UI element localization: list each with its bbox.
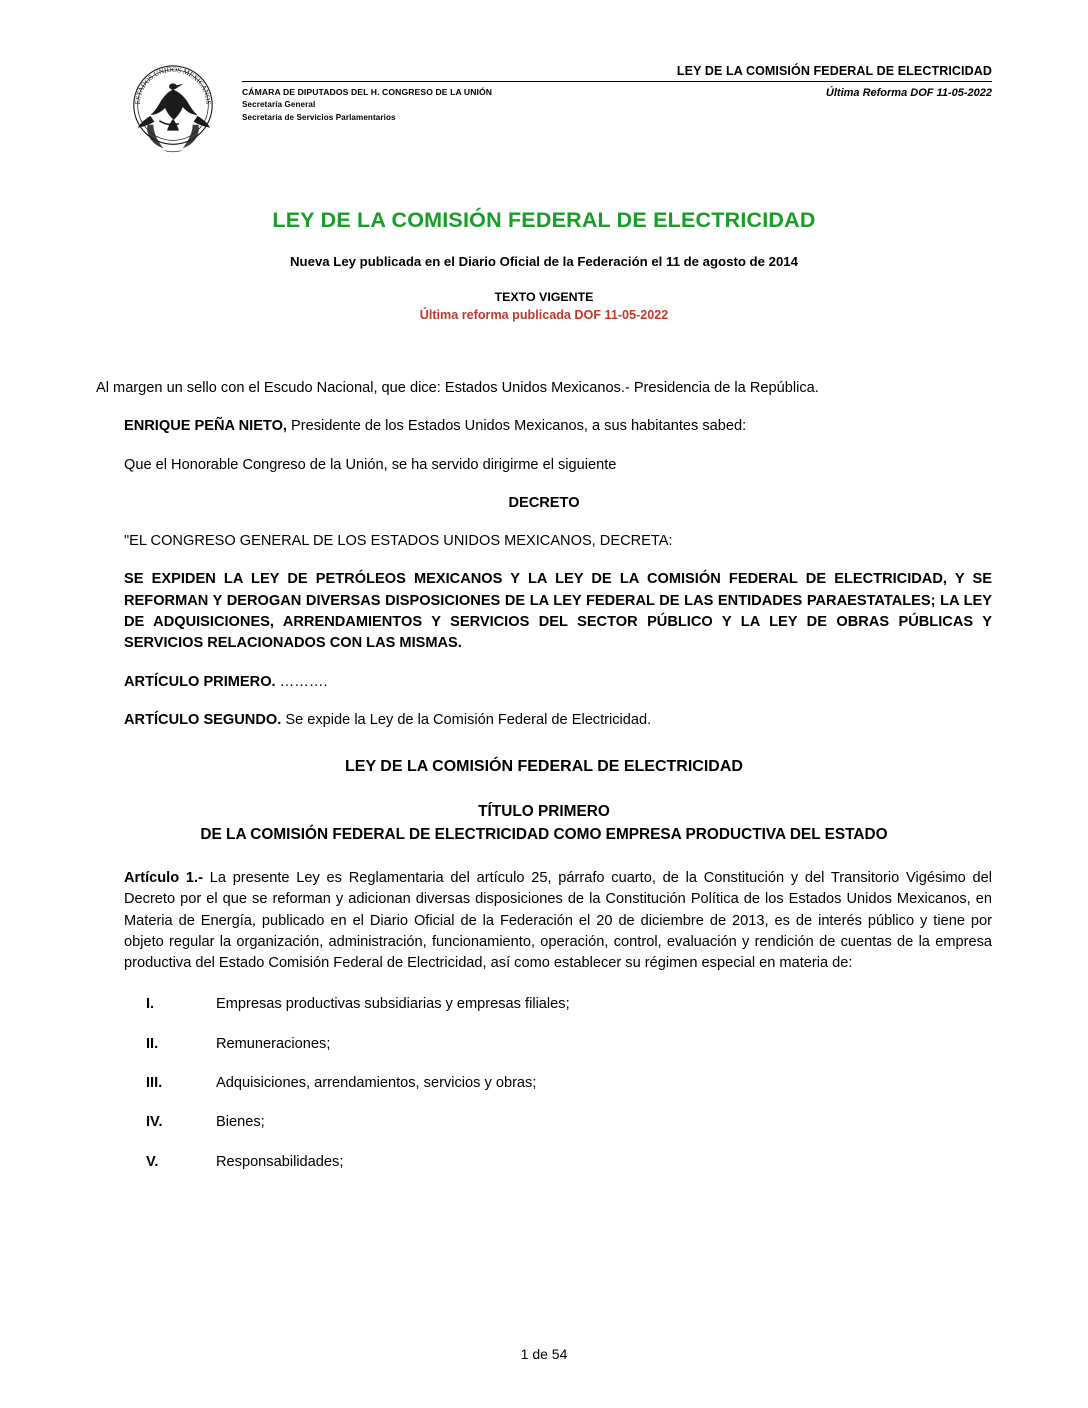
articulo-1-label: Artículo 1.- <box>124 869 203 886</box>
fraccion-number: I. <box>146 996 155 1013</box>
page-number: 1 de 54 <box>520 1346 568 1362</box>
paragraph-congress-intro: Que el Honorable Congreso de la Unión, se ha servido dirigirme el siguiente <box>124 456 617 473</box>
articulo-primero-label: ARTÍCULO PRIMERO. <box>124 673 276 690</box>
titulo-primero-description: DE LA COMISIÓN FEDERAL DE ELECTRICIDAD COMO EMPRESA PRODUCTIVA DEL ESTADO <box>200 826 888 844</box>
header-last-reform: Última Reforma DOF 11-05-2022 <box>825 87 992 99</box>
page-footer <box>0 1346 1088 1362</box>
header-org-line-2: Secretaría General <box>242 100 316 110</box>
header-document-title: LEY DE LA COMISIÓN FEDERAL DE ELECTRICIDAD <box>242 64 992 82</box>
title-block <box>96 208 992 322</box>
paragraph-seal: Al margen un sello con el Escudo Nacional, que dice: Estados Unidos Mexicanos.- Presidencia de la República. <box>96 380 819 396</box>
list-item <box>96 1073 992 1094</box>
document-header <box>96 58 992 150</box>
document-body <box>96 378 992 1173</box>
paragraph-congress-decreta: "EL CONGRESO GENERAL DE LOS ESTADOS UNIDOS MEXICANOS, DECRETA: <box>124 533 673 550</box>
fracciones-list <box>96 994 992 1172</box>
paragraph-expiden: SE EXPIDEN LA LEY DE PETRÓLEOS MEXICANOS Y LA LEY DE LA COMISIÓN FEDERAL DE ELECTRICIDAD, Y SE REFORMAN Y DEROGAN DIVERSAS DISPOSICIONES DE LA LEY FEDERAL DE LAS ENTIDADES PARAESTATALES; LA LEY DE ADQUISICIONES, ARRENDAMIENTOS Y SERVICIOS DEL SECTOR PÚBLICO Y LA LEY DE OBRAS PÚBLICAS Y SERVICIOS RELACIONADOS CON LAS MISMAS. <box>124 571 992 652</box>
header-org-line-3: Secretaría de Servicios Parlamentarios <box>242 112 396 122</box>
decreto-heading: DECRETO <box>508 494 580 511</box>
fraccion-text: Remuneraciones; <box>216 1035 331 1052</box>
articulo-1-text: La presente Ley es Reglamentaria del artículo 25, párrafo cuarto, de la Constitución y del Transitorio Vigésimo del Decreto por el que se reforman y adicionan diversas disposiciones de la Constitución Política de los Estados Unidos Mexicanos, en Materia de Energía, publicado en el Diario Oficial de la Federación el 20 de diciembre de 2013, es de interés público y tiene por objeto regular la organización, administración, funcionamiento, operación, control, evaluación y rendición de cuentas de la empresa productiva del Estado Comisión Federal de Electricidad, así como establecer su régimen especial en materia de: <box>124 869 993 972</box>
fraccion-number: IV. <box>146 1114 163 1131</box>
fraccion-text: Empresas productivas subsidiarias y empresas filiales; <box>216 996 570 1013</box>
fraccion-number: V. <box>146 1153 159 1170</box>
articulo-segundo-label: ARTÍCULO SEGUNDO. <box>124 711 282 728</box>
president-rest: Presidente de los Estados Unidos Mexicanos, a sus habitantes sabed: <box>287 418 747 435</box>
last-reform-note: Última reforma publicada DOF 11-05-2022 <box>419 308 669 322</box>
titulo-primero-heading: TÍTULO PRIMERO <box>478 802 610 820</box>
list-item <box>96 1152 992 1173</box>
articulo-primero-text: ………. <box>275 673 328 690</box>
articulo-primero <box>96 672 992 693</box>
articulo-1 <box>96 868 992 974</box>
status-badge: TEXTO VIGENTE <box>494 290 594 304</box>
fraccion-text: Adquisiciones, arrendamientos, servicios y obras; <box>216 1074 537 1091</box>
president-name: ENRIQUE PEÑA NIETO, <box>124 418 287 435</box>
fraccion-text: Bienes; <box>216 1114 265 1131</box>
list-item <box>96 994 992 1015</box>
fraccion-number: II. <box>146 1035 159 1052</box>
header-organization <box>242 86 492 124</box>
ley-heading: LEY DE LA COMISIÓN FEDERAL DE ELECTRICIDAD <box>345 758 743 776</box>
list-item <box>96 1034 992 1055</box>
publication-note: Nueva Ley publicada en el Diario Oficial de la Federación el 11 de agosto de 2014 <box>290 254 798 269</box>
page-title: LEY DE LA COMISIÓN FEDERAL DE ELECTRICIDAD <box>272 208 816 232</box>
list-item <box>96 1112 992 1133</box>
paragraph-president <box>96 416 992 437</box>
header-org-line-1: CÁMARA DE DIPUTADOS DEL H. CONGRESO DE LA UNIÓN <box>242 87 493 97</box>
fraccion-number: III. <box>146 1074 163 1091</box>
national-emblem-icon <box>124 60 222 160</box>
fraccion-text: Responsabilidades; <box>216 1153 344 1170</box>
articulo-segundo-text: Se expide la Ley de la Comisión Federal de Electricidad. <box>281 711 652 728</box>
articulo-segundo <box>96 710 992 731</box>
svg-text:ESTADOS UNIDOS MEXICANOS: ESTADOS UNIDOS MEXICANOS <box>133 65 213 105</box>
